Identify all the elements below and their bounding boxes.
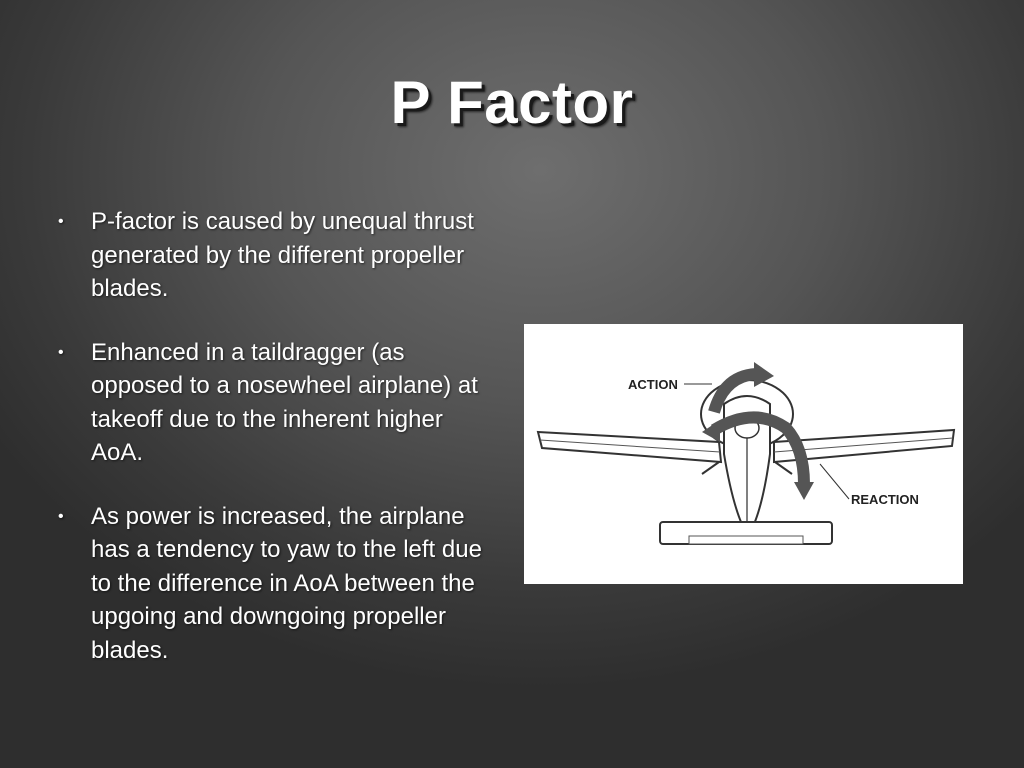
bullet-item	[58, 205, 488, 306]
bullet-marker: •	[58, 507, 64, 525]
bullet-list	[58, 205, 488, 697]
bullet-item	[58, 336, 488, 470]
bullet-item	[58, 500, 488, 668]
bullet-text: P-factor is caused by unequal thrust generated by the different propeller blades.	[91, 208, 474, 302]
bullet-text: Enhanced in a taildragger (as opposed to a nosewheel airplane) at takeoff due to the inherent higher AoA.	[91, 338, 478, 466]
bullet-marker: •	[58, 343, 64, 361]
reaction-label: REACTION	[851, 492, 919, 507]
bullet-marker: •	[58, 213, 64, 230]
action-label: ACTION	[628, 377, 678, 392]
left-wing	[538, 432, 721, 462]
airplane-diagram	[524, 324, 963, 584]
slide-title: P Factor	[390, 69, 634, 136]
bullet-text: As power is increased, the airplane has a tendency to yaw to the left due to the difference in AoA between the upgoing and downgoing propeller blades.	[91, 502, 482, 664]
airplane-diagram-svg	[524, 324, 963, 584]
